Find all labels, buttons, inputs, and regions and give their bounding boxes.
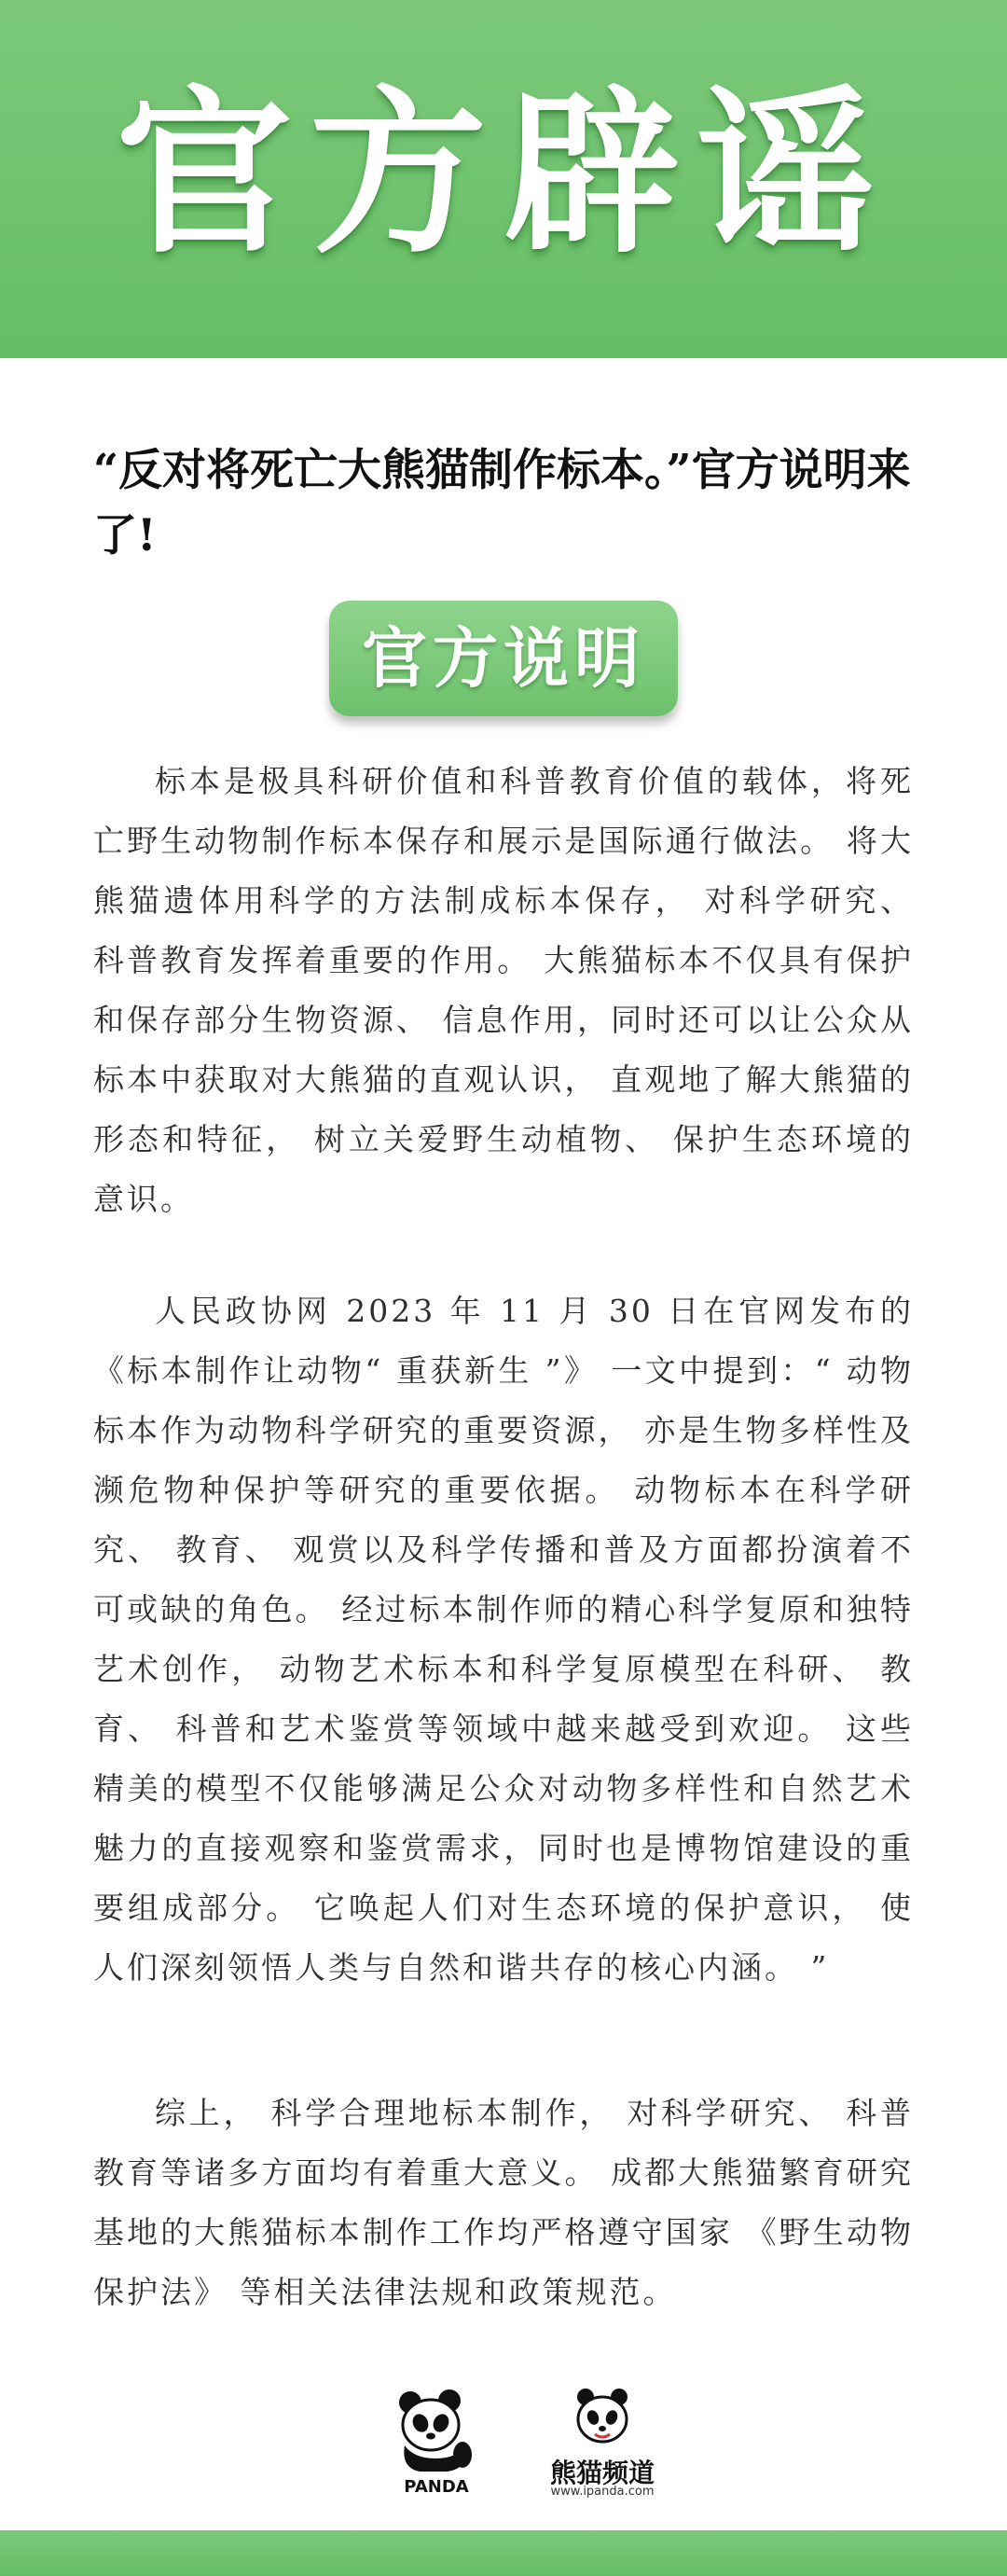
official-statement-badge: 官方说明 — [329, 601, 678, 716]
panda-base-logo — [392, 2386, 481, 2501]
ipanda-logo-url: www.ipanda.com — [550, 2485, 655, 2499]
ipanda-logo-icon — [546, 2386, 658, 2453]
panda-logo-icon — [392, 2386, 481, 2475]
ipanda-logo-name: 熊猫频道 — [549, 2458, 655, 2488]
body-paragraph-1: 标本是极具科研价值和科普教育价值的载体，将死亡野生动物制作标本保存和展示是国际通行做法。 将大熊猫遗体用科学的方法制成标本保存， 对科学研究、 科普教育发挥着重要的作用。 大熊猫标本不仅具有保护和保存部分生物资源、 信息作用，同时还可以让公众从标本中获取对大熊猫的直观认识， 直观地了解大熊猫的形态和特征， 树立关爱野生动植物、 保护生态环境的意识。 — [93, 763, 914, 1217]
page-title: 官方辟谣 — [115, 71, 891, 277]
header-banner — [0, 0, 1007, 358]
ipanda-logo — [546, 2386, 658, 2501]
logo-row — [0, 2386, 1007, 2507]
article-headline: “反对将死亡大熊猫制作标本。”官方说明来了! — [93, 445, 911, 561]
footer-bar — [0, 2530, 1007, 2576]
panda-logo-text: PANDA — [404, 2477, 469, 2497]
body-paragraph-3: 综上， 科学合理地标本制作， 对科学研究、 科普教育等诸多方面均有着重大意义。 成都大熊猫繁育研究基地的大熊猫标本制作工作均严格遵守国家 《野生动物保护法》 等相关法律法规和政策规范。 — [93, 2095, 914, 2310]
body-paragraph-2: 人民政协网 2023 年 11 月 30 日在官网发布的《标本制作让动物“ 重获新生 ”》 一文中提到：“ 动物标本作为动物科学研究的重要资源， 亦是生物多样性及濒危物种保护等研究的重要依据。 动物标本在科学研究、 教育、 观赏以及科学传播和普及方面都扮演着不可或缺的角色。 经过标本制作师的精心科学复原和独特艺术创作， 动物艺术标本和科学复原模型在科研、 教育、 科普和艺术鉴赏等领域中越来越受到欢迎。 这些精美的模型不仅能够满足公众对动物多样性和自然艺术魅力的直接观察和鉴赏需求，同时也是博物馆建设的重要组成部分。 它唤起人们对生态环境的保护意识， 使人们深刻领悟人类与自然和谐共存的核心内涵。 ” — [93, 1293, 914, 1986]
